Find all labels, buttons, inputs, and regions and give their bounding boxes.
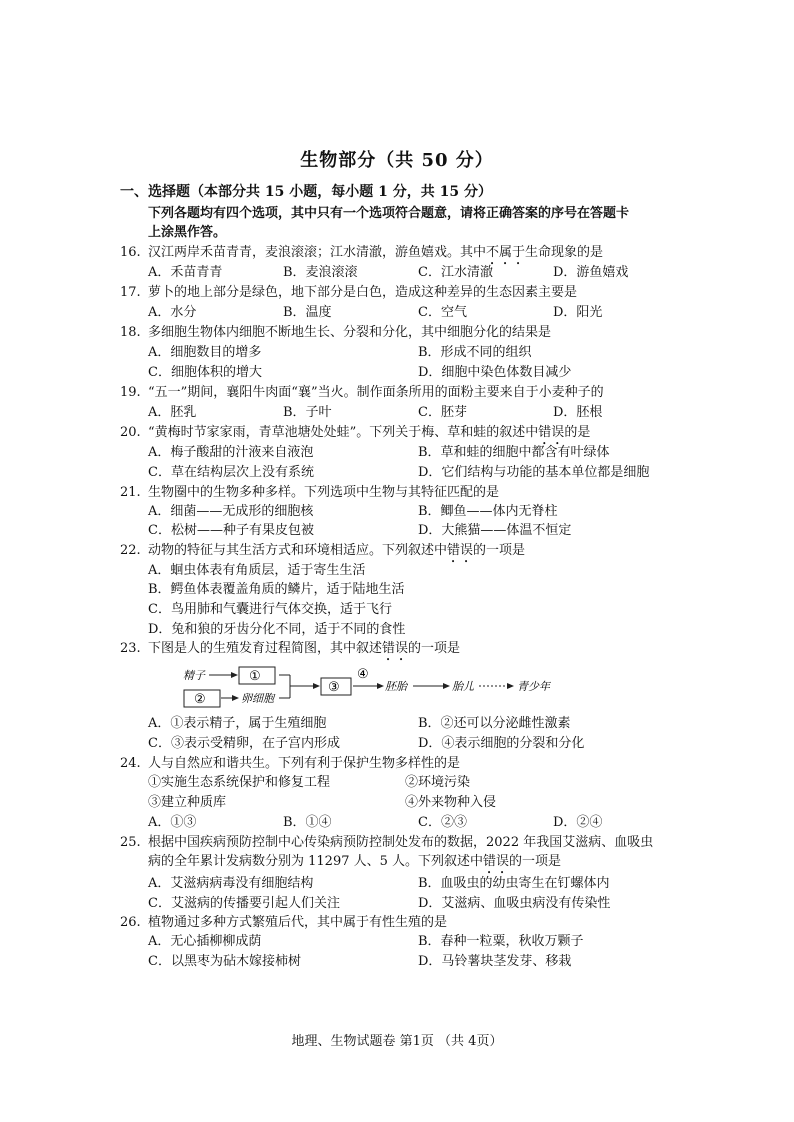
option-a: A．艾滋病病毒没有细胞结构	[148, 876, 314, 891]
option-c: C．空气	[418, 305, 467, 320]
question-number: 16.	[120, 245, 141, 260]
question-text: 下图是人的生殖发育过程简图，其中叙述错误的一项是	[148, 641, 461, 656]
question-text: 汉江两岸禾苗青青，麦浪滚滚；江水清澈，游鱼嬉戏。其中不属于生命现象的是	[148, 245, 604, 260]
option-c: C．草在结构层次上没有系统	[148, 465, 314, 480]
question-number: 19.	[120, 385, 141, 400]
question-number: 18.	[120, 325, 141, 340]
option-b: B．草和蛙的细胞中都含有叶绿体	[418, 445, 610, 460]
statement-item: ③建立种质库	[148, 795, 227, 810]
question-text: 根据中国疾病预防控制中心传染病预防控制处发布的数据，2022 年我国艾滋病、血吸虫	[148, 835, 654, 850]
youth-label: 青少年	[517, 680, 550, 693]
page-footer: 地理、生物试题卷 第1页 （共 4页）	[291, 1034, 503, 1049]
sperm-label: 精子	[183, 669, 205, 682]
statement-item: ②环境污染	[405, 775, 471, 790]
question-number: 17.	[120, 285, 141, 300]
option-a: A．禾苗青青	[148, 265, 223, 280]
option-c: C．以黑枣为砧木嫁接柿树	[148, 954, 301, 969]
option-c: C．③表示受精卵，在子宫内形成	[148, 736, 340, 751]
question-number: 24.	[120, 756, 141, 771]
question-number: 23.	[120, 641, 141, 656]
reproduction-diagram	[183, 664, 583, 710]
question-text: 植物通过多种方式繁殖后代，其中属于有性生殖的是	[148, 915, 448, 930]
section-instruction: 下列各题均有四个选项，其中只有一个选项符合题意，请将正确答案的序号在答题卡	[148, 206, 630, 221]
option-a: A．①③	[148, 815, 197, 830]
option-d: D．兔和狼的牙齿分化不同，适于不同的食性	[148, 622, 406, 637]
option-a: A．细菌——无成形的细胞核	[148, 504, 314, 519]
option-d: D．胚根	[553, 405, 603, 420]
option-b: B．鳄鱼体表覆盖角质的鳞片，适于陆地生活	[148, 582, 405, 597]
question-text: 萝卜的地上部分是绿色，地下部分是白色，造成这种差异的生态因素主要是	[148, 285, 578, 300]
option-b: B．鲫鱼——体内无脊柱	[418, 504, 558, 519]
option-a: A．胚乳	[148, 405, 197, 420]
option-d: D．艾滋病、血吸虫病没有传染性	[418, 896, 611, 911]
option-a: A．无心插柳柳成荫	[148, 934, 262, 949]
question-text: 多细胞生物体内细胞不断地生长、分裂和分化，其中细胞分化的结果是	[148, 325, 552, 340]
option-d: D．阳光	[553, 305, 603, 320]
option-d: D．②④	[553, 815, 603, 830]
option-a: A．梅子酸甜的汁液来自液泡	[148, 445, 314, 460]
option-b: B．子叶	[283, 405, 332, 420]
infant-label: 胎儿	[452, 680, 474, 693]
question-number: 21.	[120, 485, 141, 500]
question-text: 人与自然应和谐共生。下列有利于保护生物多样性的是	[148, 756, 461, 771]
question-text: “五一”期间，襄阳牛肉面“襄”当火。制作面条所用的面粉主要来自于小麦种子的	[148, 385, 604, 400]
option-c: C．松树——种子有果皮包被	[148, 523, 314, 538]
page-title: 生物部分（共 50 分）	[300, 150, 494, 171]
question-number: 25.	[120, 835, 141, 850]
option-d: D．游鱼嬉戏	[553, 265, 629, 280]
option-b: B．春种一粒粟，秋收万颗子	[418, 934, 584, 949]
option-c: C．胚芽	[418, 405, 467, 420]
question-text: 生物圈中的生物多种多样。下列选项中生物与其特征匹配的是	[148, 485, 500, 500]
question-number: 26.	[120, 915, 141, 930]
option-a: A．水分	[148, 305, 197, 320]
egg-label: 卵细胞	[241, 692, 274, 705]
question-number: 22.	[120, 543, 141, 558]
option-b: B．形成不同的组织	[418, 345, 532, 360]
option-b: B．麦浪滚滚	[283, 265, 358, 280]
statement-item: ①实施生态系统保护和修复工程	[148, 775, 331, 790]
box-2-label: ②	[194, 692, 206, 707]
box-3-label: ③	[328, 680, 340, 695]
embryo-label: 胚胎	[385, 680, 407, 693]
option-c: C．江水清澈	[418, 265, 493, 280]
option-d: D．马铃薯块茎发芽、移栽	[418, 954, 572, 969]
option-d: D．④表示细胞的分裂和分化	[418, 736, 585, 751]
option-c: C．细胞体积的增大	[148, 365, 262, 380]
option-c: C．鸟用肺和气囊进行气体交换，适于飞行	[148, 602, 392, 617]
question-text: 病的全年累计发病数分别为 11297 人、5 人。下列叙述中错误的一项是	[148, 854, 562, 869]
option-a: A．①表示精子，属于生殖细胞	[148, 716, 327, 731]
option-d: D．大熊猫——体温不恒定	[418, 523, 572, 538]
question-text: 动物的特征与其生活方式和环境相适应。下列叙述中错误的一项是	[148, 543, 526, 558]
option-d: D．细胞中染色体数目减少	[418, 365, 572, 380]
option-c: C．②③	[418, 815, 467, 830]
option-b: B．②还可以分泌雌性激素	[418, 716, 571, 731]
question-text: “黄梅时节家家雨，青草池塘处处蛙”。下列关于梅、草和蛙的叙述中错误的是	[148, 425, 591, 440]
section-instruction: 上涂黑作答。	[148, 225, 227, 240]
question-number: 20.	[120, 425, 141, 440]
section-heading: 一、选择题（本部分共 15 小题，每小题 1 分，共 15 分）	[120, 184, 492, 200]
box-1-label: ①	[249, 669, 261, 684]
step-4-label: ④	[357, 667, 369, 682]
option-d: D．它们结构与功能的基本单位都是细胞	[418, 465, 650, 480]
option-b: B．①④	[283, 815, 332, 830]
option-b: B．血吸虫的幼虫寄生在钉螺体内	[418, 876, 610, 891]
statement-item: ④外来物种入侵	[405, 795, 497, 810]
option-a: A．蛔虫体表有角质层，适于寄生生活	[148, 563, 366, 578]
option-c: C．艾滋病的传播要引起人们关注	[148, 896, 340, 911]
option-b: B．温度	[283, 305, 332, 320]
option-a: A．细胞数目的增多	[148, 345, 262, 360]
